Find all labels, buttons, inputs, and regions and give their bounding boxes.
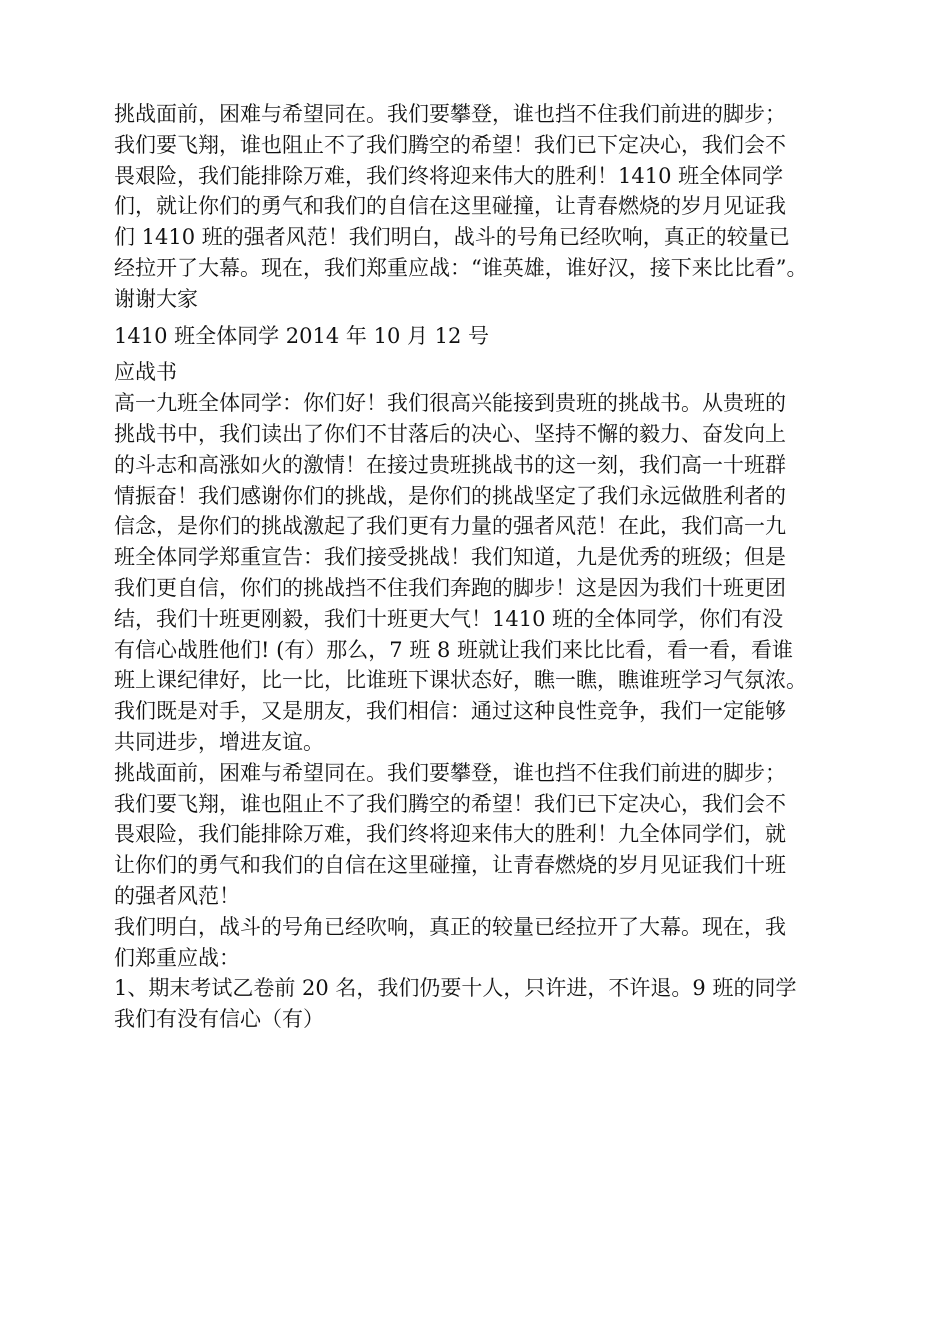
text-line: 的强者风范！ [114, 883, 240, 908]
text-line: 我们有没有信心（有） [114, 1007, 324, 1032]
document-body [114, 99, 894, 1035]
text-line: 班全体同学郑重宣告：我们接受挑战！我们知道，九是优秀的班级；但是 [114, 545, 786, 570]
text-line: 们，就让你们的勇气和我们的自信在这里碰撞，让青春燃烧的岁月见证我 [114, 194, 786, 219]
text-line: 我们明白，战斗的号角已经吹响，真正的较量已经拉开了大幕。现在，我 [114, 914, 786, 939]
text-line: 挑战面前，困难与希望同在。我们要攀登，谁也挡不住我们前进的脚步； [114, 102, 786, 126]
text-line: 们 1410 班的强者风范！我们明白，战斗的号角已经吹响，真正的较量已 [114, 225, 790, 250]
text-line: 有信心战胜他们! (有）那么，7 班 8 班就让我们来比比看，看一看，看谁 [114, 637, 794, 662]
text-line: 畏艰险，我们能排除万难，我们终将迎来伟大的胜利！九全体同学们，就 [114, 822, 786, 847]
text-line: 我们要飞翔，谁也阻止不了我们腾空的希望！我们已下定决心，我们会不 [114, 791, 786, 816]
text-line: 信念，是你们的挑战激起了我们更有力量的强者风范！在此，我们高一九 [114, 514, 786, 539]
text-line: 经拉开了大幕。现在，我们郑重应战：“谁英雄，谁好汉，接下来比比看”。 [114, 255, 808, 280]
section-title: 应战书 [114, 360, 177, 385]
text-line: 我们更自信，你们的挑战挡不住我们奔跑的脚步！这是因为我们十班更团 [114, 575, 786, 600]
text-line: 高一九班全体同学：你们好！我们很高兴能接到贵班的挑战书。从贵班的 [114, 391, 786, 416]
text-line: 的斗志和高涨如火的激情！在接过贵班挑战书的这一刻，我们高一十班群 [114, 452, 786, 477]
text-line: 谢谢大家 [114, 286, 198, 311]
text-line: 让你们的勇气和我们的自信在这里碰撞，让青春燃烧的岁月见证我们十班 [114, 853, 786, 878]
text-line: 共同进步，增进友谊。 [114, 729, 324, 754]
text-line: 我们要飞翔，谁也阻止不了我们腾空的希望！我们已下定决心，我们会不 [114, 132, 786, 157]
text-line: 们郑重应战： [114, 945, 240, 970]
text-line: 结，我们十班更刚毅，我们十班更大气！1410 班的全体同学，你们有没 [114, 606, 784, 631]
text-line: 我们既是对手，又是朋友，我们相信：通过这种良性竞争，我们一定能够 [114, 699, 786, 724]
signature-line: 1410 班全体同学 2014 年 10 月 12 号 [114, 323, 490, 348]
text-line: 情振奋！我们感谢你们的挑战，是你们的挑战坚定了我们永远做胜利者的 [114, 483, 786, 508]
text-line: 畏艰险，我们能排除万难，我们终将迎来伟大的胜利！1410 班全体同学 [114, 163, 784, 188]
text-line: 班上课纪律好，比一比，比谁班下课状态好，瞧一瞧，瞧谁班学习气氛浓。 [114, 668, 807, 693]
text-line: 挑战书中，我们读出了你们不甘落后的决心、坚持不懈的毅力、奋发向上 [114, 421, 786, 446]
text-line: 1、期末考试乙卷前 20 名，我们仍要十人，只许进，不许退。9 班的同学 [114, 976, 797, 1001]
text-line: 挑战面前，困难与希望同在。我们要攀登，谁也挡不住我们前进的脚步； [114, 760, 786, 785]
